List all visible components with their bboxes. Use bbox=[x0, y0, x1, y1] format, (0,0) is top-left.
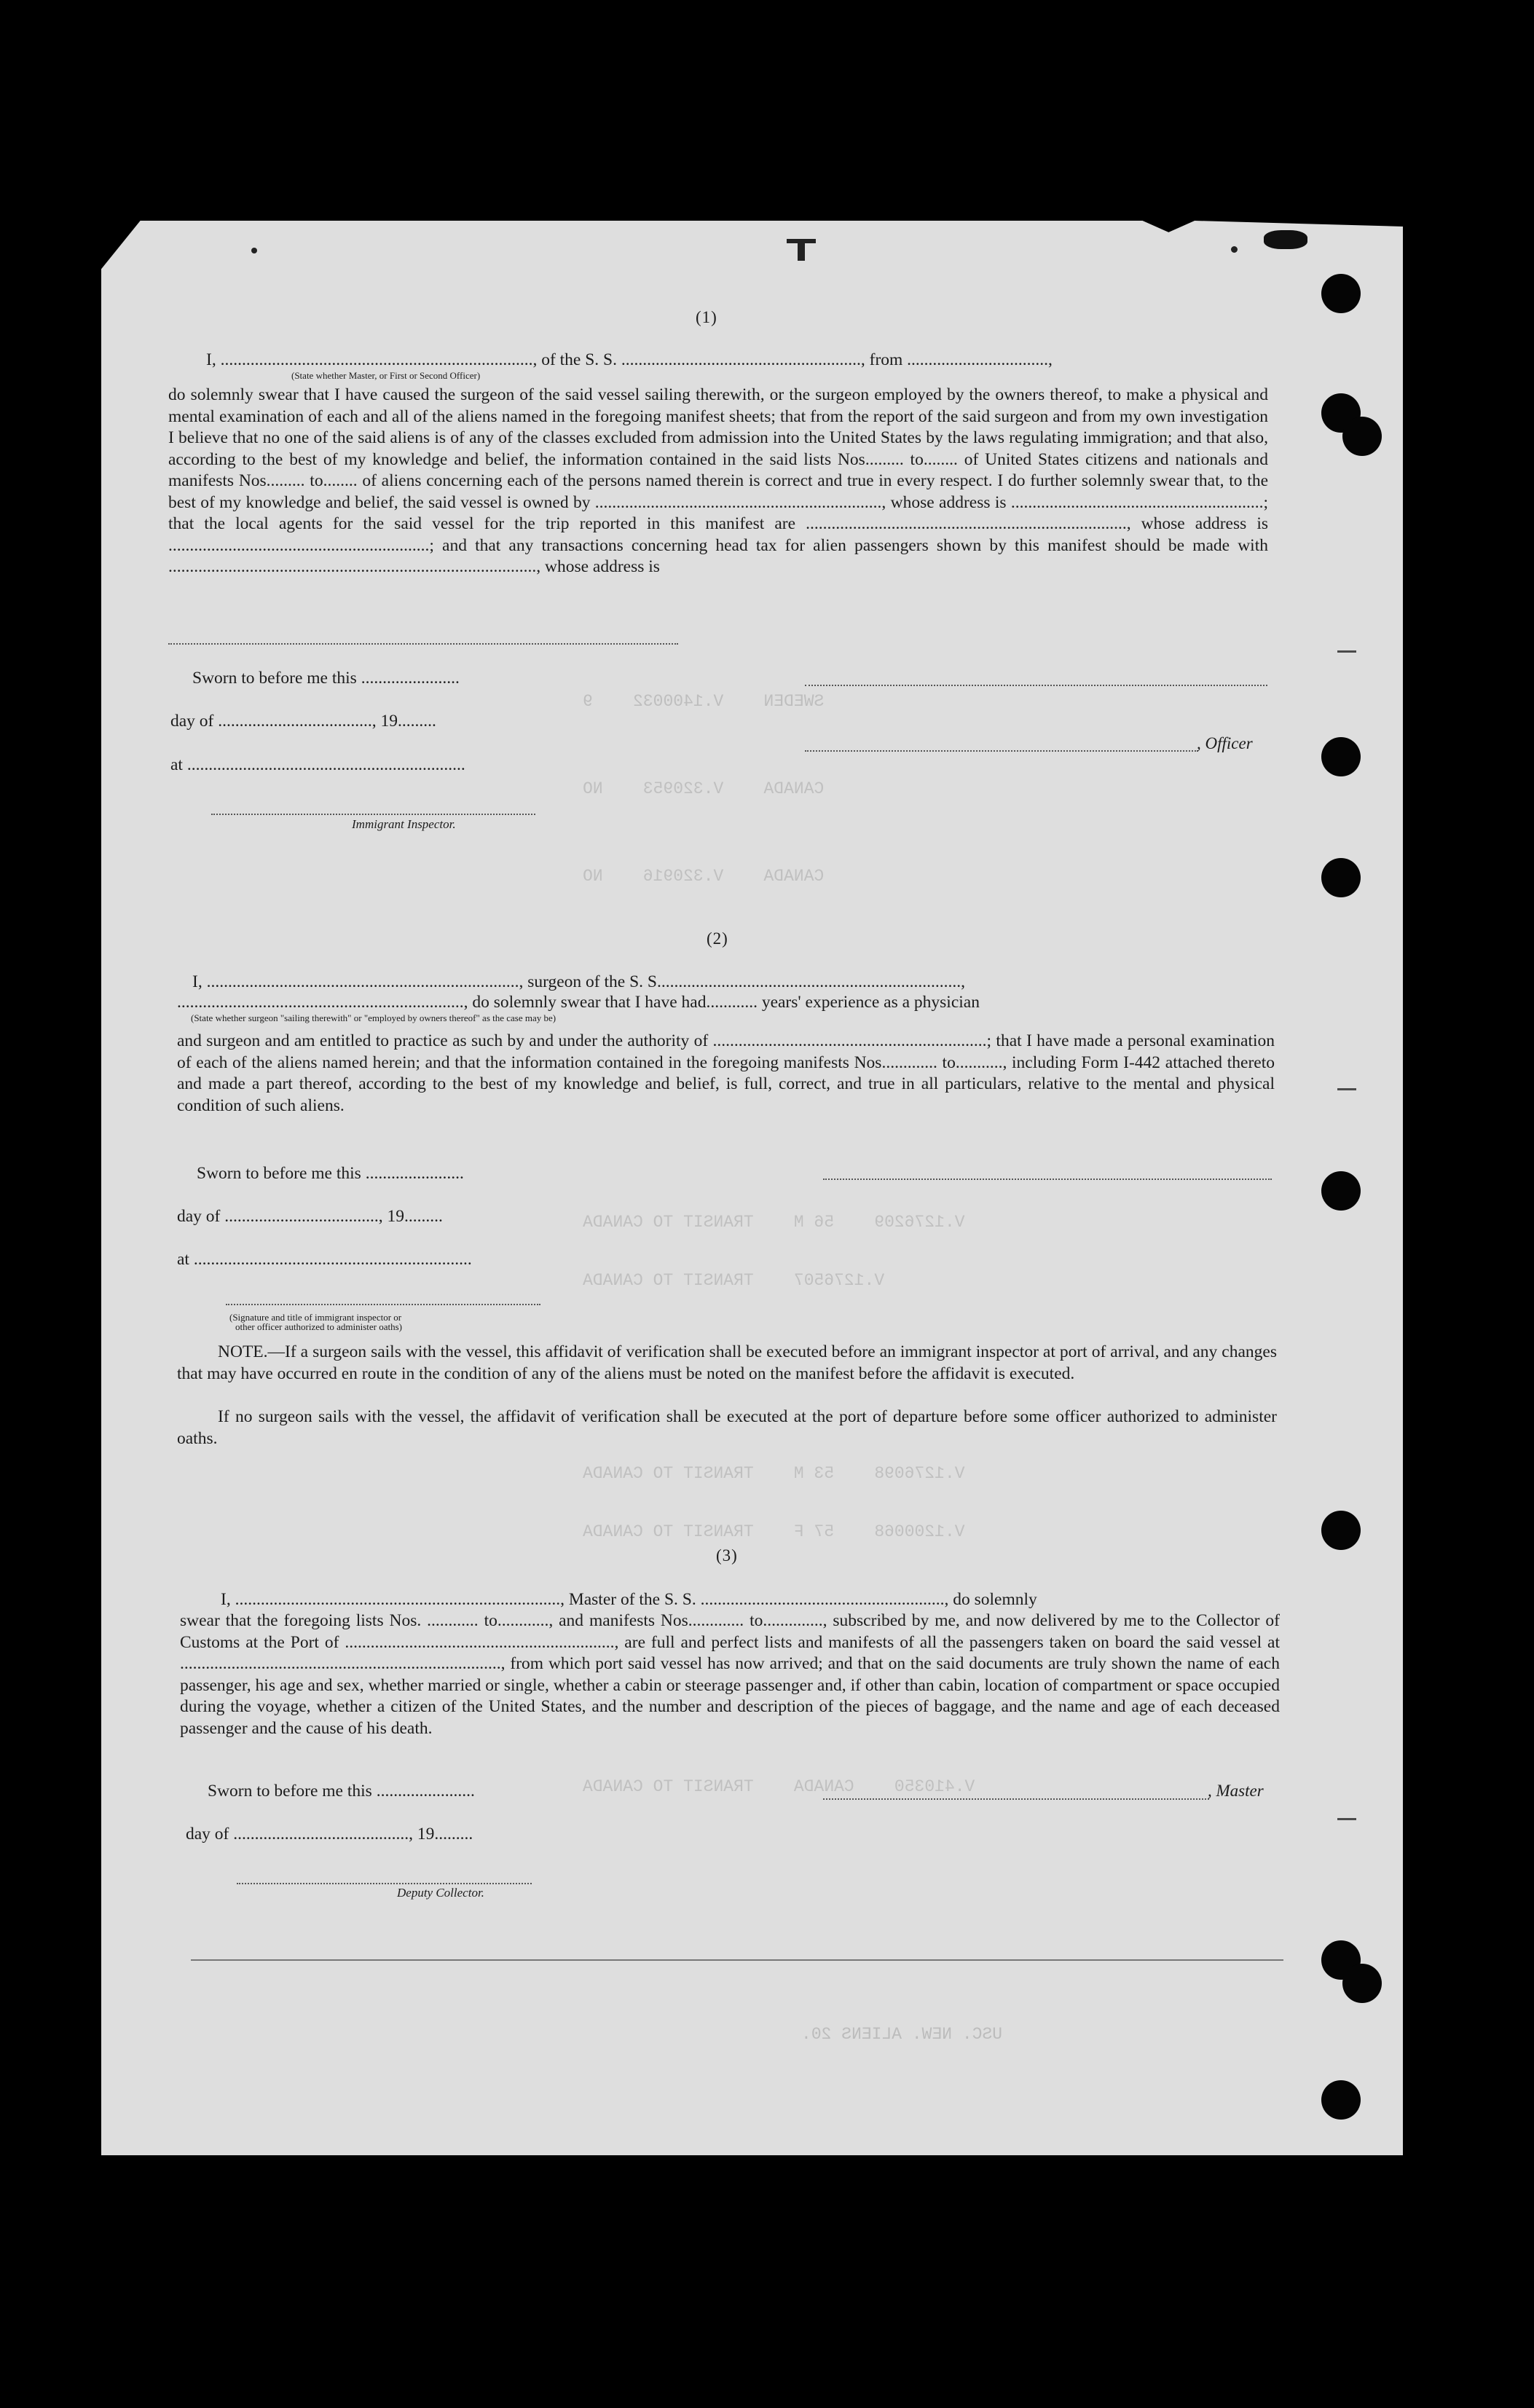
section-1-officer: , Officer bbox=[1197, 734, 1253, 752]
master-signature-line bbox=[823, 1798, 1209, 1800]
margin-dash bbox=[1337, 1818, 1356, 1820]
bleed-through-text: V.1200068 57 F TRANSIT TO CANADA bbox=[583, 1522, 965, 1541]
section-2-note: (State whether surgeon "sailing therewith" or "employed by owners thereof" as the case may be) bbox=[191, 1012, 556, 1023]
section-2-day: day of ...................................., 19......... bbox=[177, 1207, 443, 1226]
bleed-through-text: CANADA V.320916 NO bbox=[583, 867, 825, 886]
section-3-body: swear that the foregoing lists Nos. ............ to............, and manifests Nos............. to.............., subscribed by me, and now delivered by me to the Collector of Customs at the Port of ..............................................................., are full and perfect lists and manifests of all the passengers taken on board the said vessel at ..........................................................................., from which port said vessel has now arrived; and that on the said documents are truly shown the name of each passenger, his age and sex, whether married or single, whether a cabin or steerage passenger and, if other than cabin, location of compartment or space occupied during the voyage, whether a citizen of the United States, and the number and description of the pieces of baggage, and the name and age of each deceased passenger and the cause of his death. bbox=[180, 1611, 1280, 1738]
section-3-master: , Master bbox=[1208, 1782, 1264, 1800]
binder-hole bbox=[1321, 858, 1361, 897]
bleed-through-text: CANADA V.320953 NO bbox=[583, 779, 825, 798]
section-1-inspector: Immigrant Inspector. bbox=[352, 817, 456, 831]
section-2-sworn: Sworn to before me this ....................... bbox=[197, 1164, 464, 1183]
section-1-opening-note: (State whether Master, or First or Second Officer) bbox=[291, 370, 481, 381]
bleed-through-text: V.410350 CANADA TRANSIT TO CANADA bbox=[583, 1777, 975, 1796]
inspector-signature-line bbox=[211, 814, 535, 815]
margin-dash bbox=[1337, 1088, 1356, 1090]
bottom-rule bbox=[191, 1959, 1283, 1961]
section-2-opening: I, ........................................................................., surgeon of the S. S......................................................................., bbox=[192, 972, 965, 991]
section-2-note-2: If no surgeon sails with the vessel, the affidavit of verification shall be executed at the port of departure before some officer authorized to administer oaths. bbox=[177, 1407, 1277, 1448]
section-2-sig-note-1: (Signature and title of immigrant inspector or bbox=[229, 1312, 402, 1323]
binder-hole bbox=[1342, 1964, 1382, 2003]
section-3-opening: I, ............................................................................, Master of the S. S. ........................................................., do solemnly bbox=[221, 1590, 1037, 1609]
officer-oath-signature-line bbox=[226, 1304, 540, 1305]
ink-mark bbox=[1264, 230, 1307, 249]
bleed-through-text: V.1276209 56 M TRANSIT TO CANADA bbox=[583, 1213, 965, 1232]
signature-line bbox=[168, 643, 678, 645]
collector-signature-line bbox=[237, 1883, 532, 1884]
section-1-day: day of ...................................., 19......... bbox=[170, 712, 436, 731]
binder-hole bbox=[1321, 2080, 1361, 2120]
bleed-through-text: V.1276098 53 M TRANSIT TO CANADA bbox=[583, 1464, 965, 1483]
binder-hole bbox=[1321, 737, 1361, 776]
section-3-collector: Deputy Collector. bbox=[397, 1886, 484, 1900]
section-2-at: at ................................................................. bbox=[177, 1250, 472, 1269]
ink-mark bbox=[251, 248, 257, 253]
section-1-body: do solemnly swear that I have caused the surgeon of the said vessel sailing therewith, or the surgeon employed by the owners thereof, to make a physical and mental examination of each and all of the aliens named in the foregoing manifest sheets; that from the report of the said surgeon and from my own investigation I believe that no one of the said aliens is of any of the classes excluded from admission into the United States by the laws regulating immigration; and that also, according to the best of my knowledge and belief, the information contained in the said lists Nos......... to........ of United States citizens and nationals and manifests Nos......... to........ of aliens concerning each of the persons named therein is correct and true in every respect. I do further solemnly swear that, to the best of my knowledge and belief, the said vessel is owned by ..................................................................., whose address is ...........................................................; that the local agents for the said vessel for the trip reported in this manifest are ..........................................................................., whose address is .............................................................; and that any transactions concerning head tax for alien passengers shown by this manifest should be made with ......................................................................................, whose address is bbox=[168, 385, 1268, 576]
binder-hole bbox=[1321, 1171, 1361, 1211]
ink-mark bbox=[787, 239, 816, 243]
section-1-sworn: Sworn to before me this ....................... bbox=[192, 669, 460, 688]
section-2-body: and surgeon and am entitled to practice as such by and under the authority of ................................................................; that I have made a personal examination of each of the aliens named herein; and that the information contained in the foregoing manifests Nos............. to..........., including Form I-442 attached thereto and made a part thereof, according to the best of my knowledge and belief, is full, correct, and true in all particulars, relative to the mental and physical condition of such aliens. bbox=[177, 1031, 1275, 1115]
ink-mark bbox=[1231, 246, 1238, 253]
section-1-at: at ................................................................. bbox=[170, 755, 465, 774]
section-1-number: (1) bbox=[696, 308, 717, 326]
binder-hole bbox=[1321, 1511, 1361, 1550]
section-3-number: (3) bbox=[716, 1546, 738, 1565]
section-2-note-1: NOTE.—If a surgeon sails with the vessel, this affidavit of verification shall be executed before an immigrant inspector at port of arrival, and any changes that may have occurred en route in the condition of any of the aliens must be noted on the manifest before the affidavit is executed. bbox=[177, 1342, 1277, 1383]
section-3-sworn: Sworn to before me this ....................... bbox=[208, 1782, 475, 1801]
bleed-through-text: USC. NEW. ALIENS 20. bbox=[801, 2025, 1003, 2044]
section-3-day: day of ........................................., 19......... bbox=[186, 1825, 473, 1844]
officer-signature-line-2 bbox=[805, 750, 1198, 752]
section-2-sig-note-2: other officer authorized to administer oaths) bbox=[235, 1321, 402, 1332]
binder-hole bbox=[1321, 274, 1361, 313]
section-2-line2: ..................................................................., do solemnly swear that I have had............ years' experience as a physician bbox=[177, 993, 980, 1012]
bleed-through-text: V.1276507 TRANSIT TO CANADA bbox=[583, 1271, 885, 1290]
section-1-opening: I, ........................................................................., of the S. S. ........................................................, from ................................., bbox=[206, 350, 1053, 369]
officer-signature-line-1 bbox=[805, 685, 1267, 686]
binder-hole bbox=[1342, 417, 1382, 456]
surgeon-signature-line bbox=[823, 1179, 1272, 1180]
section-2-number: (2) bbox=[707, 929, 728, 948]
margin-dash bbox=[1337, 650, 1356, 653]
bleed-through-text: SWEDEN V.1400032 9 bbox=[583, 692, 825, 711]
